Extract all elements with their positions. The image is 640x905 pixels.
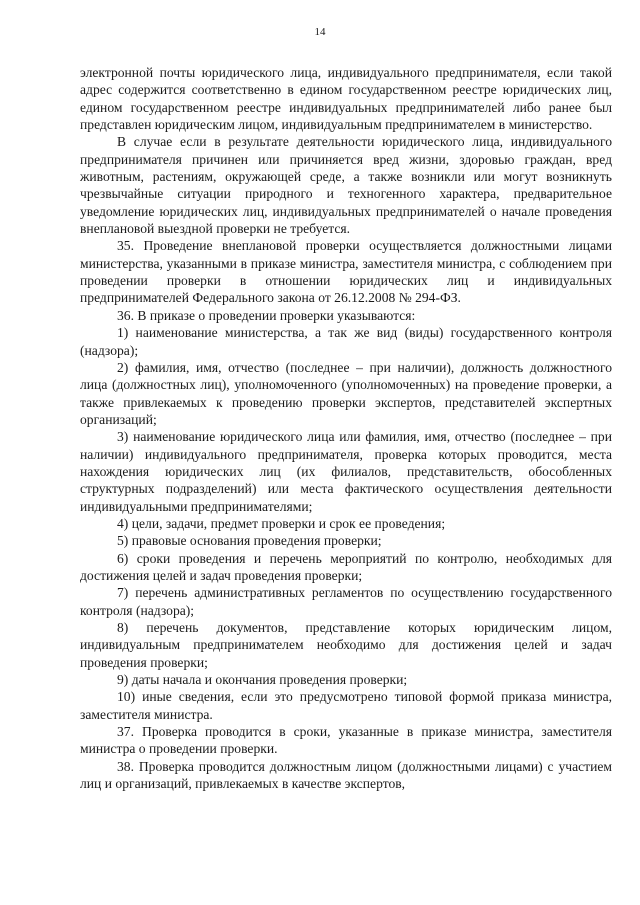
paragraph: 38. Проверка проводится должностным лицом (должностными лицами) с участием лиц и организаций, привлекаемых в качестве экспертов, [80, 758, 612, 792]
list-item: 1) наименование министерства, а так же вид (виды) государственного контроля (надзора); [80, 325, 612, 358]
paragraph: 36. В приказе о проведении проверки указываются: [117, 307, 416, 323]
paragraph: электронной почты юридического лица, индивидуального предпринимателя, если такой адрес содержится соответственно в едином государственном реестре юридических лиц, едином государственном реестре индивидуальных предпринимателей либо ранее был представлен юридическим лицом, индивидуальным предпринимателем в министерство. [80, 65, 612, 133]
list-item: 8) перечень документов, представление которых юридическим лицом, индивидуальным предпринимателем необходимо для достижения целей и задач проведения проверки; [80, 620, 612, 670]
list-item: 6) сроки проведения и перечень мероприятий по контролю, необходимых для достижения целей и задач проведения проверки; [80, 550, 612, 583]
list-item: 7) перечень административных регламентов по осуществлению государственного контроля (надзора); [80, 585, 612, 618]
list-item: 5) правовые основания проведения проверки; [117, 533, 382, 549]
list-item: 9) даты начала и окончания проведения проверки; [117, 672, 408, 688]
list-item: 2) фамилия, имя, отчество (последнее – при наличии), должность должностного лица (должностных лиц), уполномоченного (уполномоченных) на проведение проверки, а также привлекаемых к проведению проверки экспертов, представителей экспертных организаций; [80, 359, 612, 427]
document-body [80, 64, 612, 792]
list-item: 3) наименование юридического лица или фамилия, имя, отчество (последнее – при наличии) индивидуального предпринимателя, проверка которых проводится, места нахождения юридических лиц (их филиалов, представительств, обособленных структурных подразделений) или места фактического осуществления деятельности индивидуальными предпринимателями; [80, 429, 612, 514]
paragraph: 35. Проведение внеплановой проверки осуществляется должностными лицами министерства, указанными в приказе министра, заместителя министра, с соблюдением при проведении проверки в отношении юридических лиц и индивидуальных предпринимателей Федерального закона от 26.12.2008 № 294-ФЗ. [80, 238, 612, 306]
list-item: 10) иные сведения, если это предусмотрено типовой формой приказа министра, заместителя министра. [80, 689, 612, 722]
page-number: 14 [314, 26, 326, 38]
paragraph: В случае если в результате деятельности юридического лица, индивидуального предпринимателя причинен или причиняется вред жизни, здоровью граждан, вред животным, растениям, окружающей среде, а также возникли или могут возникнуть чрезвычайные ситуации природного и техногенного характера, предварительное уведомление юридических лиц, индивидуальных предпринимателей о начале проведения внеплановой выездной проверки не требуется. [80, 134, 612, 237]
list-item: 4) цели, задачи, предмет проверки и срок ее проведения; [117, 515, 446, 531]
paragraph: 37. Проверка проводится в сроки, указанные в приказе министра, заместителя министра о проведении проверки. [80, 724, 612, 757]
